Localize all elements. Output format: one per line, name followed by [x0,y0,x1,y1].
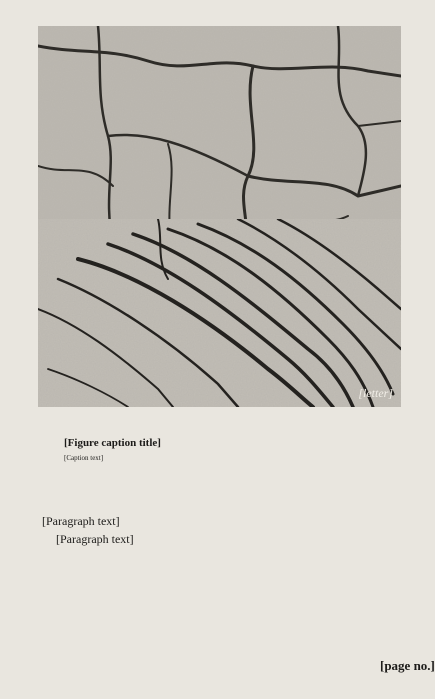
micrograph-v-image [38,26,401,244]
page-number: [page no.] [380,658,435,673]
plate-g-letter: [letter] [358,386,393,400]
body-text [42,514,412,546]
caption-body: [Caption text] [64,454,104,462]
paragraph-1: [Paragraph text] [42,514,120,528]
figure-caption [64,437,409,463]
micrograph-plate-g [38,219,401,407]
paragraph-2: [Paragraph text] [56,531,134,546]
micrograph-g-image [38,219,401,407]
caption-title: [Figure caption title] [64,437,161,449]
micrograph-plate-v [38,26,401,244]
